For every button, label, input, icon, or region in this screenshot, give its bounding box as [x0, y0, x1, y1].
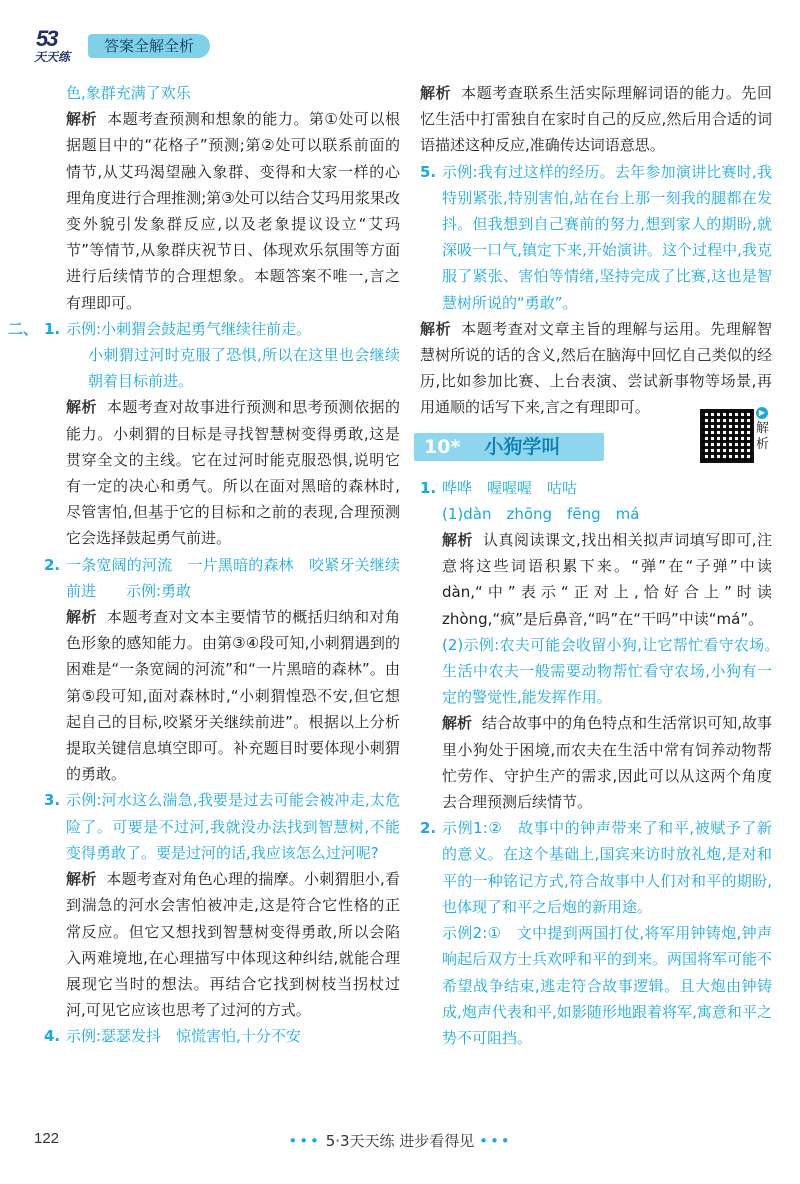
lesson-heading — [420, 407, 772, 465]
question-3 — [44, 787, 400, 866]
answer-text: 小刺猬过河时克服了恐惧,所以在这里也会继续朝着目标前进。 — [88, 346, 400, 391]
question-number: 2. — [420, 819, 437, 838]
lesson-number: 10* — [424, 435, 461, 458]
question-number: 4. — [44, 1027, 61, 1046]
answer-text: 示例:河水这么湍急,我要是过去可能会被冲走,太危险了。可要是不过河,我就没办法找到智慧树,不能变得勇敢了。要是过河的话,我应该怎么过河呢? — [66, 791, 400, 862]
analysis-text: 结合故事中的角色特点和生活常识可知,故事里小狗处于困境,而农夫在生活中常有饲养动物帮忙劳作、守护生产的需求,因此可以从这两个角度去合理预测后续情节。 — [442, 714, 772, 812]
left-column — [8, 80, 400, 1050]
brand-logo — [34, 28, 82, 68]
question-4 — [44, 1023, 400, 1049]
analysis-paragraph — [420, 710, 772, 815]
analysis-text: 认真阅读课文,找出相关拟声词填写即可,注意将这些词语积累下来。“弹”在“子弹”中读dàn,“中”表示“正对上,恰好合上”时读zhòng,“疯”是后鼻音,“吗”在“干吗”中读“má”。 — [442, 531, 772, 628]
analysis-text: 本题考查对角色心理的揣摩。小刺猬胆小,看到湍急的河水会害怕被冲走,这是符合它性格的正常反应。但它又想找到智慧树变得勇敢,所以会陷入两难境地,在心理描写中体现这种纠结,就能合理展现它当时的想法。再结合它找到树枝当拐杖过河,可见它应该也思考了过河的方式。 — [66, 870, 400, 1020]
footer-dots-right: ••• — [479, 1132, 512, 1150]
lesson-name: 小狗学叫 — [484, 435, 561, 458]
analysis-label: 解析 — [66, 870, 97, 889]
answer-text: 示例2:① 文中提到两国打仗,将军用钟铸炮,钟声响起后双方士兵欢呼和平的到来。两国将军可能不希望战争结束,逃走符合故事逻辑。且大炮由钟铸成,炮声代表和平,如影随形地跟着将军,寓意和平之势不可阻挡。 — [442, 924, 773, 1047]
question-number: 2. — [44, 555, 61, 574]
analysis-label: 解析 — [66, 110, 98, 129]
footer-slogan — [0, 1130, 800, 1151]
question-2 — [44, 552, 400, 604]
analysis-label: 解析 — [420, 84, 452, 102]
analysis-paragraph — [66, 604, 400, 787]
analysis-paragraph — [66, 106, 400, 316]
analysis-label: 解析 — [420, 319, 452, 338]
analysis-paragraph — [420, 316, 772, 421]
analysis-label: 解析 — [66, 608, 97, 627]
answer-text: (1)dàn zhōng fēng má — [442, 504, 640, 523]
lesson-title — [424, 433, 560, 461]
question-5 — [420, 159, 772, 316]
analysis-text: 本题考查对故事进行预测和思考预测依据的能力。小刺猬的目标是寻找智慧树变得勇敢,这是贯穿全文的主线。它在过河时能克服恐惧,说明它有一定的决心和勇气。所以在面对黑暗的森林时,尽管害怕,但基于它的目标和之前的表现,合理预测它会选择鼓起勇气前进。 — [66, 398, 400, 548]
answer-text: 哗哗 喔喔喔 咕咕 — [442, 478, 578, 497]
answer-text: 示例:小刺猬会鼓起勇气继续往前走。 — [66, 319, 312, 338]
answer-text: (2)示例:农夫可能会收留小狗,让它帮忙看守农场。 生活中农夫一般需要动物帮忙看守农场,小狗有一定的警觉性,能发挥作用。 — [442, 635, 788, 707]
question-number: 3. — [44, 791, 61, 810]
answer-text: 示例:瑟瑟发抖 惊慌害怕,十分不安 — [66, 1027, 301, 1046]
question-number: 1. — [44, 319, 61, 338]
question-number: 5. — [420, 162, 437, 181]
qr-analysis-link[interactable] — [756, 407, 772, 453]
question-1 — [8, 316, 400, 395]
page-number: 122 — [34, 1130, 60, 1147]
analysis-paragraph — [420, 80, 772, 159]
lesson-question-1 — [420, 475, 772, 527]
analysis-text: 本题考查对文本主要情节的概括归纳和对角色形象的感知能力。由第③④段可知,小刺猬遇到的困难是“一条宽阔的河流”和“一片黑暗的森林”。由第⑤段可知,面对森林时,“小刺猬惶恐不安,但它想起自己的目标,咬紧牙关继续前进”。根据以上分析提取关键信息填空即可。补充题目时要体现小刺猬的勇敢。 — [66, 608, 400, 784]
answer-text: 色,象群充满了欢乐 — [66, 84, 191, 102]
analysis-paragraph — [66, 394, 400, 551]
analysis-paragraph — [420, 527, 772, 632]
answer-text: 示例1:② 故事中的钟声带来了和平,被赋予了新的意义。在这个基础上,国宾来访时放礼炮,是对和平的一种铭记方式,符合故事中人们对和平的期盼,也体现了和平之后炮的新用途。 — [442, 819, 772, 916]
logo-number: 53 — [36, 26, 57, 51]
section-number: 二、 — [8, 319, 39, 338]
analysis-text: 本题考查预测和想象的能力。第①处可以根据题目中的“花格子”预测;第②处可以联系前面的情节,从艾玛渴望融入象群、变得和大家一样的心理角度进行合理推测;第③处可以结合艾玛用浆果改变外貌引发象群反应,以及老象提议设立“艾玛节”等情节,从象群庆祝节日、体现欢乐氛围等方面进行后续情节的合理想象。本题答案不唯一,言之有理即可。 — [66, 110, 400, 312]
analysis-text: 本题考查联系生活实际理解词语的能力。先回忆生活中打雷独自在家时自己的反应,然后用合适的词语描述这种反应,准确传达词语意思。 — [420, 84, 772, 155]
analysis-paragraph — [66, 866, 400, 1023]
answer-text: 示例:我有过这样的经历。去年参加演讲比赛时,我特别紧张,特别害怕,站在台上那一刻我的腿都在发抖。但我想到自己赛前的努力,想到家人的期盼,就深吸一口气,镇定下来,开始演讲。这个过程中,我克服了紧张、害怕等情绪,坚持完成了比赛,这也是智慧树所说的“勇敢”。 — [442, 162, 772, 312]
answer-text: 一条宽阔的河流 一片黑暗的森林 咬紧牙关继续前进 示例:勇敢 — [66, 555, 400, 600]
analysis-label: 解析 — [442, 531, 473, 550]
analysis-label: 解析 — [66, 398, 97, 417]
question-number: 1. — [420, 478, 437, 497]
footer-text: 5·3天天练 进步看得见 — [325, 1132, 475, 1150]
qr-label: 解析 — [756, 420, 770, 452]
section-banner: 答案全解全析 — [88, 34, 210, 58]
qr-code-icon[interactable] — [700, 409, 754, 463]
analysis-text: 本题考查对文章主旨的理解与运用。先理解智慧树所说的话的含义,然后在脑海中回忆自己类似的经历,比如参加比赛、上台表演、尝试新事物等场景,再用通顺的话写下来,言之有理即可。 — [420, 319, 772, 417]
footer-dots-left: ••• — [288, 1132, 321, 1150]
page-footer — [0, 1126, 800, 1156]
play-icon: ▶ — [756, 407, 768, 419]
analysis-label: 解析 — [442, 714, 473, 733]
lesson-question-2 — [420, 815, 773, 1051]
right-column — [420, 80, 788, 1051]
logo-text: 天天练 — [34, 50, 71, 64]
